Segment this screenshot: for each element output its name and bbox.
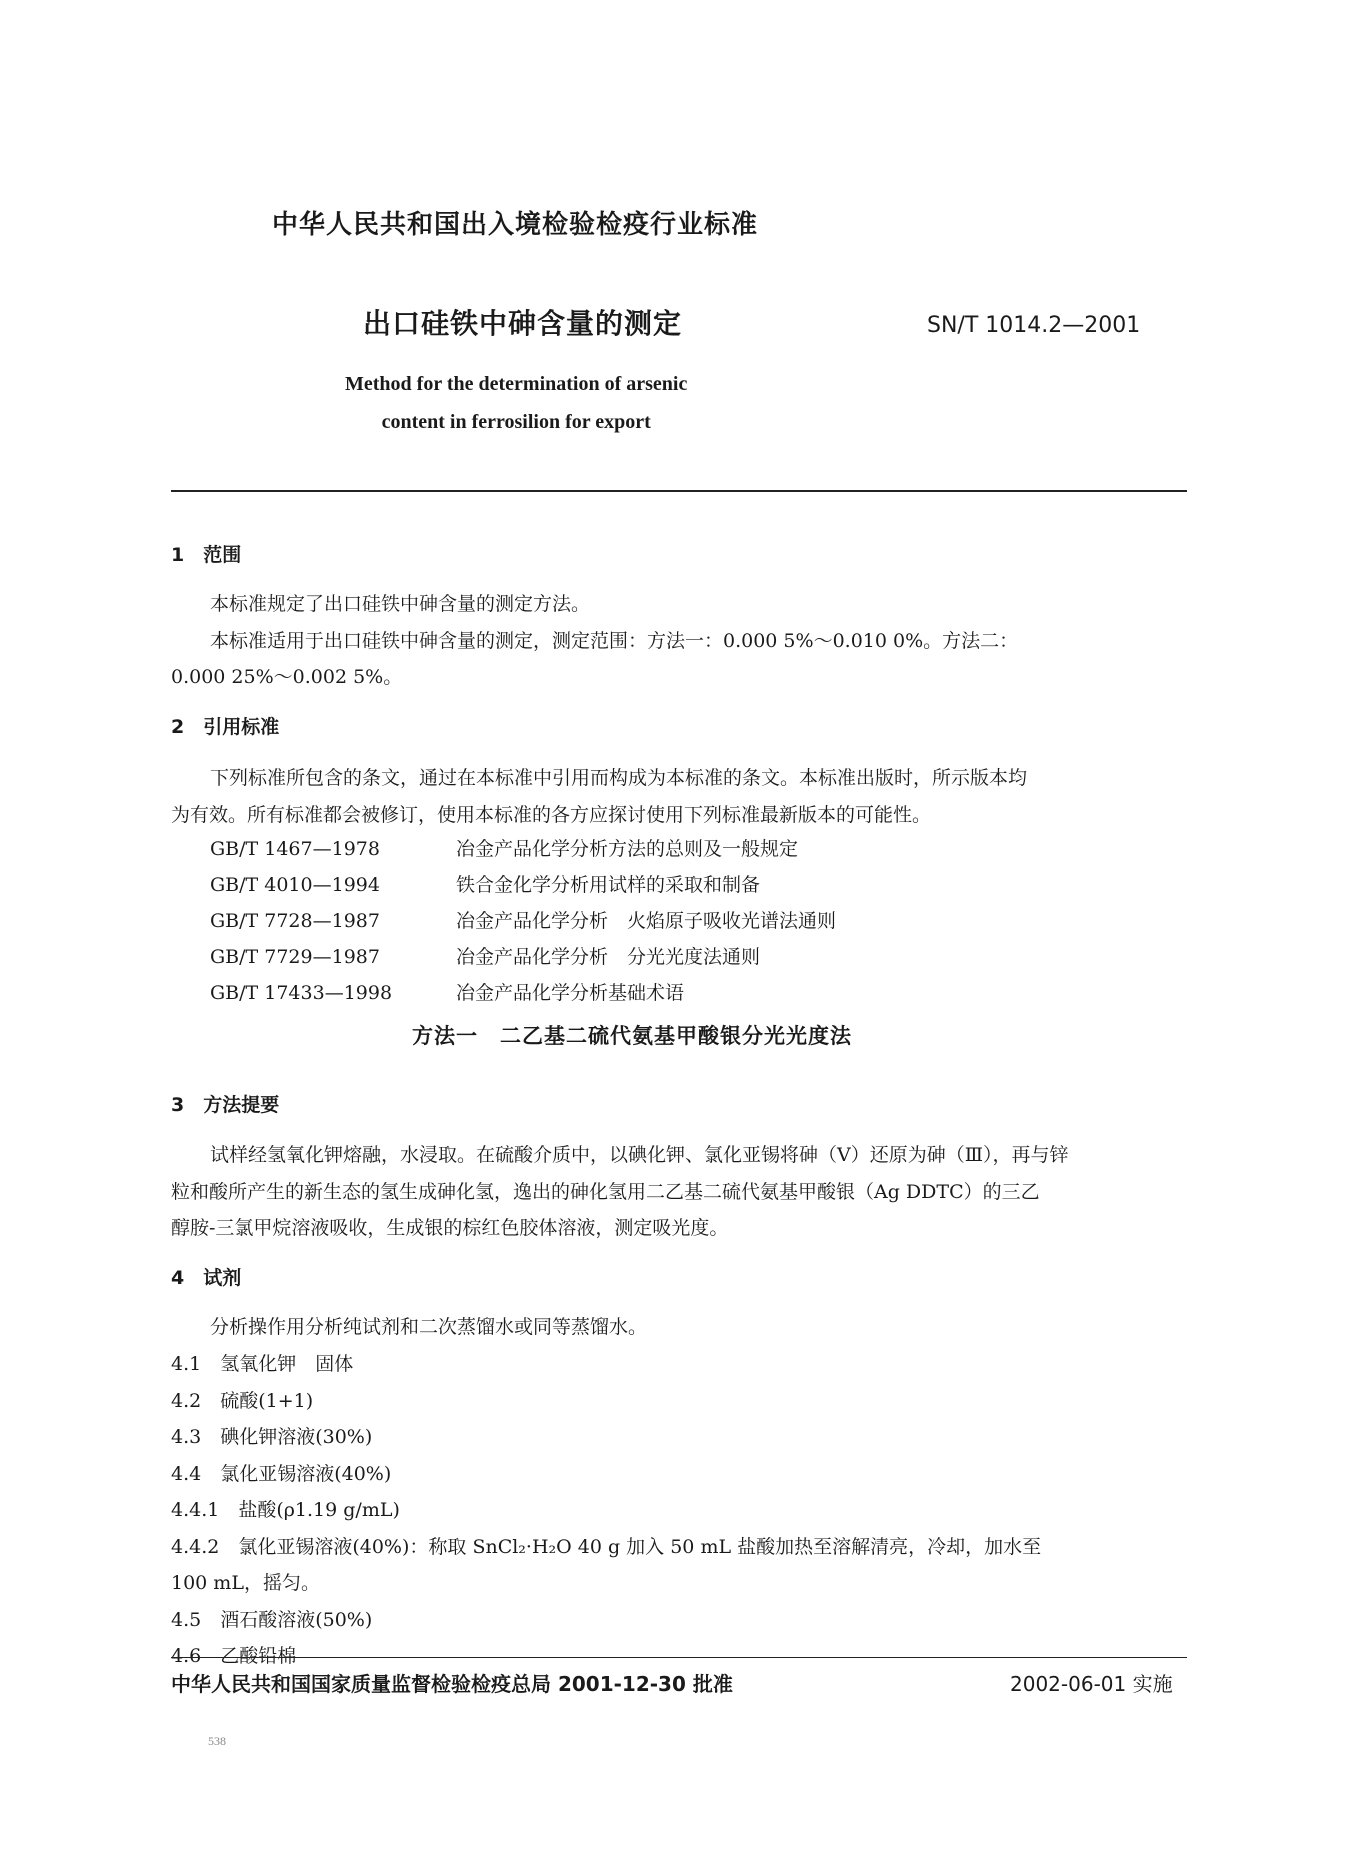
english-title-line-2: content in ferrosilion for export [381,411,651,433]
reference-item [210,942,760,969]
reference-code: GB/T 17433—1998 [210,982,393,1004]
page-number: 538 [208,1734,226,1748]
reference-item [210,906,836,933]
header-divider [171,490,1187,492]
section-4-intro: 分析操作用分析纯试剂和二次蒸馏水或同等蒸馏水。 [210,1316,648,1338]
section-2-paragraph-line-2: 为有效。所有标准都会被修订，使用本标准的各方应探讨使用下列标准最新版本的可能性。 [171,804,932,826]
reference-title: 冶金产品化学分析方法的总则及一般规定 [456,838,799,860]
english-title-line-1: Method for the determination of arsenic [345,373,688,395]
english-title [345,365,687,441]
footer-divider [171,1657,1187,1658]
reference-title: 冶金产品化学分析 火焰原子吸收光谱法通则 [456,910,837,932]
reference-item [210,978,684,1005]
reagent-item-continuation: 100 mL，摇匀。 [171,1572,320,1594]
reagent-item: 4.2 硫酸(1+1) [171,1390,314,1412]
reference-item [210,870,760,897]
reagent-item: 4.5 酒石酸溶液(50%) [171,1609,373,1631]
section-3-paragraph-line-1: 试样经氢氧化钾熔融，水浸取。在硫酸介质中，以碘化钾、氯化亚锡将砷（Ⅴ）还原为砷（Ⅲ），再与锌 [210,1144,1069,1166]
section-1-paragraph-2-line-2: 0.000 25%～0.002 5%。 [171,666,403,688]
issuing-authority-title: 中华人民共和国出入境检验检疫行业标准 [272,210,759,240]
reference-code: GB/T 7728—1987 [210,910,380,932]
method-1-heading: 方法一 二乙基二硫代氨基甲酸银分光光度法 [412,1024,852,1048]
reference-code: GB/T 1467—1978 [210,838,380,860]
reference-title: 冶金产品化学分析 分光光度法通则 [456,946,761,968]
approval-statement: 中华人民共和国国家质量监督检验检疫总局 2001-12-30 批准 [171,1672,733,1696]
section-4-heading: 4 试剂 [171,1267,242,1289]
reference-code: GB/T 7729—1987 [210,946,380,968]
reagent-item: 4.1 氢氧化钾 固体 [171,1353,354,1375]
reference-item [210,834,798,861]
reagent-item: 4.4.1 盐酸(ρ1.19 g/mL) [171,1499,400,1521]
document-title: 出口硅铁中砷含量的测定 [363,307,683,340]
effective-date: 2002-06-01 实施 [1010,1672,1173,1696]
reference-title: 冶金产品化学分析基础术语 [456,982,685,1004]
reagent-item: 4.4 氯化亚锡溶液(40%) [171,1463,392,1485]
reagent-item: 4.3 碘化钾溶液(30%) [171,1426,373,1448]
section-1-heading: 1 范围 [171,544,242,566]
section-3-paragraph-line-3: 醇胺-三氯甲烷溶液吸收，生成银的棕红色胶体溶液，测定吸光度。 [171,1217,729,1239]
reference-title: 铁合金化学分析用试样的采取和制备 [456,874,761,896]
section-1-paragraph-2-line-1: 本标准适用于出口硅铁中砷含量的测定，测定范围：方法一：0.000 5%～0.010 0%。方法二： [210,630,1019,652]
section-1-paragraph-1: 本标准规定了出口硅铁中砷含量的测定方法。 [210,593,591,615]
section-2-paragraph-line-1: 下列标准所包含的条文，通过在本标准中引用而构成为本标准的条文。本标准出版时，所示版本均 [210,767,1028,789]
reagent-item: 4.4.2 氯化亚锡溶液(40%)：称取 SnCl₂·H₂O 40 g 加入 50 mL 盐酸加热至溶解清亮，冷却，加水至 [171,1536,1042,1558]
reference-code: GB/T 4010—1994 [210,874,380,896]
section-3-paragraph-line-2: 粒和酸所产生的新生态的氢生成砷化氢，逸出的砷化氢用二乙基二硫代氨基甲酸银（Ag DDTC）的三乙 [171,1181,1040,1203]
reagent-item: 4.6 乙酸铅棉 [171,1645,297,1667]
section-3-heading: 3 方法提要 [171,1094,280,1116]
standard-number: SN/T 1014.2—2001 [927,313,1141,338]
section-2-heading: 2 引用标准 [171,716,280,738]
